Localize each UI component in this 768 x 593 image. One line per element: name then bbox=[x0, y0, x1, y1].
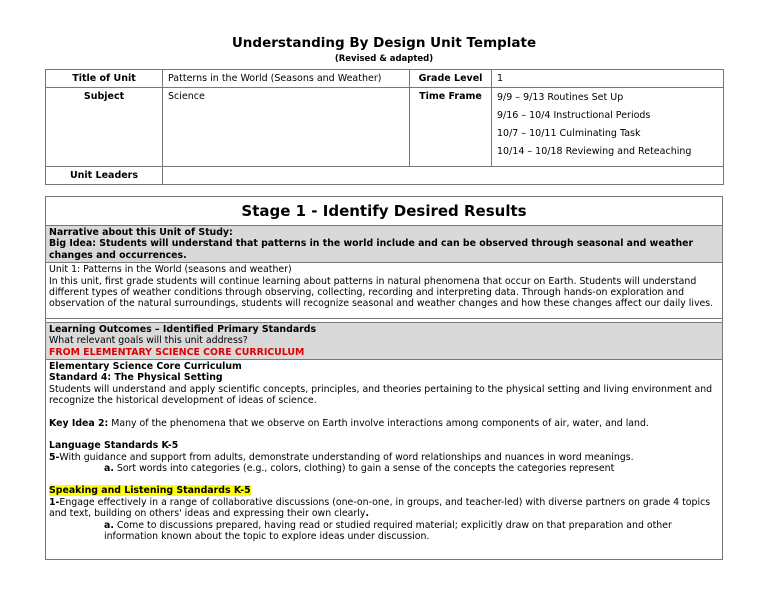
substandard-label: a. bbox=[104, 519, 114, 531]
narrative-header bbox=[46, 226, 722, 263]
outcomes-header bbox=[46, 322, 722, 360]
core-curriculum-title: Elementary Science Core Curriculum bbox=[49, 361, 242, 373]
speaking-listening-heading: Speaking and Listening Standards K-5 bbox=[49, 485, 251, 497]
substandard-text: Sort words into categories (e.g., colors, clothing) to gain a sense of the concepts the categories represent bbox=[113, 462, 615, 474]
key-idea-label: Key Idea 2: bbox=[49, 417, 109, 429]
core-curriculum-red-heading: FROM ELEMENTARY SCIENCE CORE CURRICULUM bbox=[49, 346, 305, 358]
key-idea-text: Many of the phenomena that we observe on Earth involve interactions among components of air, water, and land. bbox=[108, 417, 649, 429]
time-frame-item: 10/7 – 10/11 Culminating Task bbox=[497, 128, 641, 139]
speaking-listening-heading-row bbox=[49, 485, 719, 496]
speaking-standard-1a bbox=[49, 520, 719, 543]
standard-number: 1- bbox=[49, 496, 60, 508]
document-title: Understanding By Design Unit Template bbox=[231, 35, 537, 51]
document-subtitle: (Revised & adapted) bbox=[334, 54, 434, 64]
language-standard-5 bbox=[49, 452, 719, 463]
outcomes-question: What relevant goals will this unit address? bbox=[49, 335, 248, 347]
table-row bbox=[46, 70, 724, 88]
big-idea: Big Idea: Students will understand that patterns in the world include and can be observed through seasonal and weather changes and occurrences. bbox=[49, 238, 694, 261]
subject-value: Science bbox=[163, 88, 410, 167]
language-standard-5a bbox=[49, 463, 719, 474]
standard-text: Engage effectively in a range of collaborative discussions (one-on-one, in groups, and teacher-led) with diverse partners on grade 4 topics and text, building on others' ideas and expressing their own clearly bbox=[49, 496, 711, 520]
standard-4-text: Students will understand and apply scientific concepts, principles, and theories pertaining to the physical setting and living environment and recognize the historical development of ideas of science. bbox=[49, 383, 713, 407]
stage-1-section bbox=[45, 196, 723, 560]
speaking-standard-1 bbox=[49, 497, 719, 520]
standard-end-period: . bbox=[365, 508, 369, 520]
unit-line: Unit 1: Patterns in the World (seasons and weather) bbox=[49, 264, 292, 276]
outcomes-body bbox=[46, 360, 722, 543]
table-row bbox=[46, 167, 724, 185]
time-frame-item: 9/9 – 9/13 Routines Set Up bbox=[497, 92, 624, 103]
unit-info-table bbox=[45, 69, 724, 185]
key-idea-2 bbox=[49, 418, 719, 429]
time-frame-item: 10/14 – 10/18 Reviewing and Reteaching bbox=[497, 146, 692, 157]
subject-label: Subject bbox=[46, 88, 163, 167]
time-frame-value bbox=[492, 88, 724, 167]
standard-number: 5- bbox=[49, 451, 60, 463]
grade-level-label: Grade Level bbox=[410, 70, 492, 88]
outcomes-heading: Learning Outcomes – Identified Primary Standards bbox=[49, 323, 317, 335]
time-frame-label: Time Frame bbox=[410, 88, 492, 167]
standard-4-title: Standard 4: The Physical Setting bbox=[49, 372, 223, 384]
language-standards-heading: Language Standards K-5 bbox=[49, 440, 179, 452]
table-row bbox=[46, 88, 724, 167]
time-frame-item: 9/16 – 10/4 Instructional Periods bbox=[497, 110, 651, 121]
substandard-text: Come to discussions prepared, having read or studied required material; explicitly draw on that preparation and other information known about the topic to explore ideas under discussion. bbox=[104, 519, 672, 542]
grade-level-value: 1 bbox=[492, 70, 724, 88]
unit-description: In this unit, first grade students will continue learning about patterns in natural phenomena that occur on Earth. Students will understand different types of weather conditions through observing, collecting, recording and interpreting data. Through hands-on exploration and observation of the natural surroundings, students will recognize seasonal and weather changes and how these changes affect our daily lives. bbox=[49, 275, 714, 310]
title-of-unit-label: Title of Unit bbox=[46, 70, 163, 88]
narrative-heading: Narrative about this Unit of Study: bbox=[49, 227, 233, 238]
unit-leaders-value bbox=[163, 167, 724, 185]
standard-text: With guidance and support from adults, demonstrate understanding of word relationships and nuances in word meanings. bbox=[59, 451, 634, 463]
narrative-body bbox=[46, 263, 722, 319]
substandard-label: a. bbox=[104, 462, 114, 474]
title-of-unit-value: Patterns in the World (Seasons and Weather) bbox=[163, 70, 410, 88]
stage-1-title: Stage 1 - Identify Desired Results bbox=[46, 197, 722, 226]
unit-leaders-label: Unit Leaders bbox=[46, 167, 163, 185]
